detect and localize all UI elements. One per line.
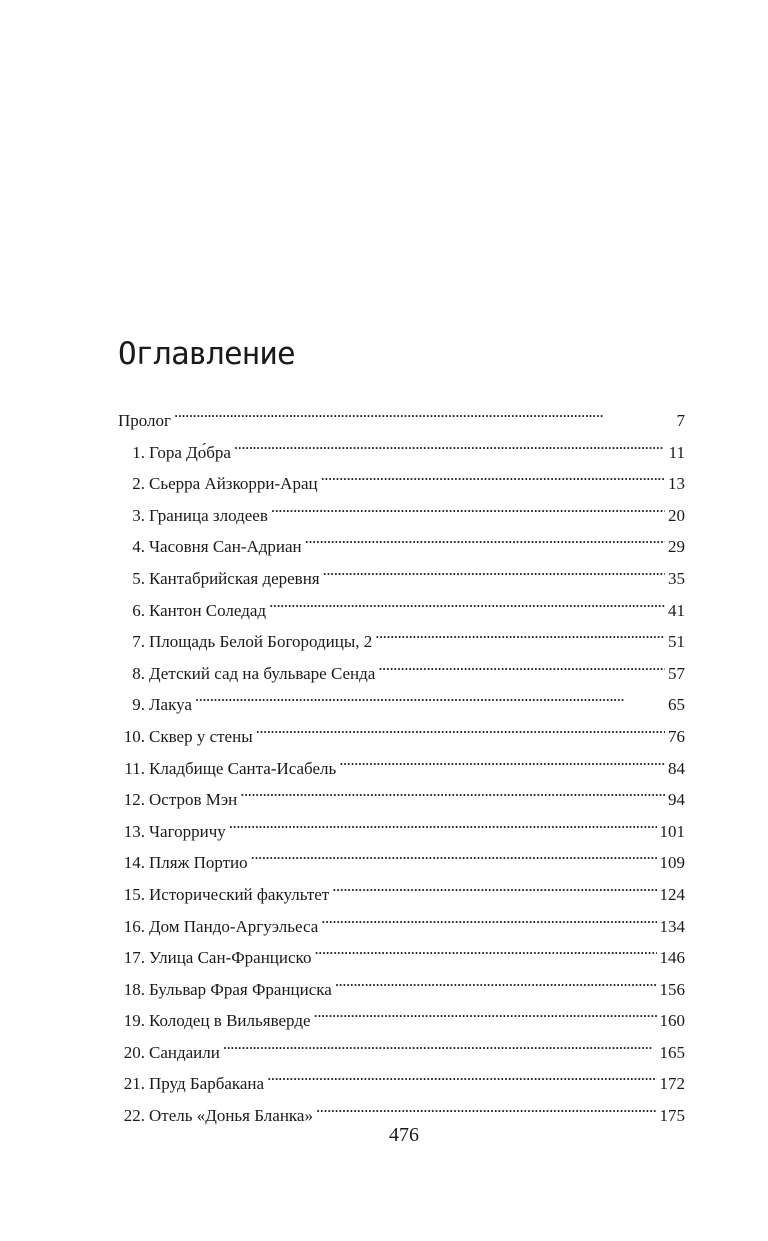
toc-dot-leader <box>321 461 665 489</box>
toc-entry-page: 175 <box>659 1106 685 1126</box>
toc-entry-number: 22. <box>123 1106 145 1126</box>
toc-entry-number: 12. <box>123 790 145 810</box>
toc-entry-page: 165 <box>659 1042 685 1062</box>
toc-entry-title: Детский сад на бульваре Сенда <box>149 663 376 683</box>
toc-entry-title: Гора До́бра <box>149 442 231 462</box>
toc-entry-page: 160 <box>659 1011 685 1031</box>
toc-dot-leader <box>229 809 657 837</box>
toc-entry-number: 5. <box>132 568 145 588</box>
toc-entry-title: Пруд Барбакана <box>149 1074 265 1094</box>
toc-entry-page: 124 <box>659 884 685 904</box>
toc-entry-page: 35 <box>668 568 685 588</box>
toc-entry-page: 65 <box>668 695 685 715</box>
toc-dot-leader <box>323 556 665 584</box>
toc-entry-number: 11. <box>124 758 145 778</box>
toc-dot-leader <box>271 493 665 521</box>
toc-dot-leader <box>378 651 665 679</box>
toc-dot-leader <box>256 714 665 742</box>
toc-entry-title: Сьерра Айзкорри-Арац <box>149 474 318 494</box>
toc-entry-page: 94 <box>668 790 685 810</box>
toc-entry-title: Исторический факультет <box>149 884 330 904</box>
toc-entry-page: 156 <box>659 979 685 999</box>
toc-entry-number: 16. <box>123 916 145 936</box>
toc-entry-number: 10. <box>123 726 145 746</box>
toc-dot-leader <box>269 588 665 616</box>
toc-dot-leader <box>339 746 665 774</box>
toc-entry-title: Пляж Портио <box>149 853 248 873</box>
toc-entry-page: 51 <box>668 632 685 652</box>
page-number: 476 <box>389 1124 419 1146</box>
toc-entry-title: Граница злодеев <box>149 505 268 525</box>
toc-entry-title: Лакуа <box>149 695 192 715</box>
toc-dot-leader <box>240 777 665 805</box>
toc-dot-leader <box>375 619 665 647</box>
toc-entry-page: 7 <box>676 411 685 430</box>
toc-entry-page: 84 <box>668 758 685 778</box>
toc-entry-number: 14. <box>123 853 145 873</box>
toc-entry-title: Колодец в Вильяверде <box>149 1011 311 1031</box>
toc-entry-number: 15. <box>123 884 145 904</box>
toc-entry <box>118 430 685 462</box>
toc-entry-number: 21. <box>123 1074 145 1094</box>
toc-entry-title: Кантабрийская деревня <box>149 568 320 588</box>
toc-dot-leader <box>305 524 665 552</box>
toc-dot-leader <box>195 682 665 710</box>
toc-entry-page: 76 <box>668 726 685 746</box>
toc-entry-number: 6. <box>132 600 145 620</box>
toc-entry-title: Кладбище Санта-Исабель <box>149 758 337 778</box>
toc-dot-leader <box>316 1093 657 1121</box>
toc-heading: Оглавление <box>118 336 295 372</box>
toc-dot-leader <box>234 430 666 458</box>
toc-entry <box>118 714 685 746</box>
toc-entry-number: 3. <box>132 505 145 525</box>
toc-entry-page: 29 <box>668 537 685 557</box>
toc-list <box>118 398 685 1125</box>
toc-entry-title: Бульвар Фрая Франциска <box>149 979 332 999</box>
toc-entry-number: 19. <box>123 1011 145 1031</box>
toc-entry-title: Остров Мэн <box>149 790 238 810</box>
toc-entry-title: Площадь Белой Богородицы, 2 <box>149 632 373 652</box>
toc-entry-number: 18. <box>123 979 145 999</box>
toc-entry-title: Улица Сан-Франциско <box>149 948 312 968</box>
toc-dot-leader <box>251 840 657 868</box>
toc-entry-title: Дом Пандо-Аргуэльеса <box>149 916 319 936</box>
toc-dot-leader <box>223 1030 657 1058</box>
toc-entry-title: Часовня Сан-Адриан <box>149 537 302 557</box>
toc-dot-leader <box>332 872 656 900</box>
toc-entry-number: 4. <box>132 537 145 557</box>
toc-entry-page: 57 <box>668 663 685 683</box>
toc-entry-page: 11 <box>668 442 685 462</box>
toc-entry <box>118 682 685 714</box>
toc-entry-number: 7. <box>132 632 145 652</box>
toc-dot-leader <box>335 967 657 995</box>
toc-entry-number: 2. <box>132 474 145 494</box>
toc-entry-title: Сандаили <box>149 1042 220 1062</box>
toc-entry-number: 13. <box>123 821 145 841</box>
toc-entry-number: 8. <box>132 663 145 683</box>
toc-dot-leader <box>321 904 656 932</box>
toc-entry-title: Чагорричу <box>149 821 226 841</box>
toc-entry-page: 172 <box>659 1074 685 1094</box>
toc-entry-title: Кантон Соледад <box>149 600 267 620</box>
toc-entry-title: Пролог <box>118 411 172 430</box>
toc-entry-page: 109 <box>659 853 685 873</box>
toc-dot-leader <box>267 1061 656 1089</box>
toc-entry-title: Сквер у стены <box>149 726 253 746</box>
toc-entry-page: 134 <box>659 916 685 936</box>
toc-entry-page: 20 <box>668 505 685 525</box>
toc-entry-page: 41 <box>668 600 685 620</box>
toc-entry-page: 101 <box>659 821 685 841</box>
toc-entry-page: 13 <box>668 474 685 494</box>
toc-entry <box>118 398 685 430</box>
toc-entry-number: 17. <box>123 948 145 968</box>
toc-entry-page: 146 <box>659 948 685 968</box>
toc-entry-number: 20. <box>123 1042 145 1062</box>
toc-dot-leader <box>314 998 657 1026</box>
toc-entry-title: Отель «Донья Бланка» <box>149 1106 313 1126</box>
toc-dot-leader <box>314 935 656 963</box>
toc-entry-number: 9. <box>132 695 145 715</box>
toc-entry-number: 1. <box>132 442 145 462</box>
toc-dot-leader <box>174 398 673 426</box>
